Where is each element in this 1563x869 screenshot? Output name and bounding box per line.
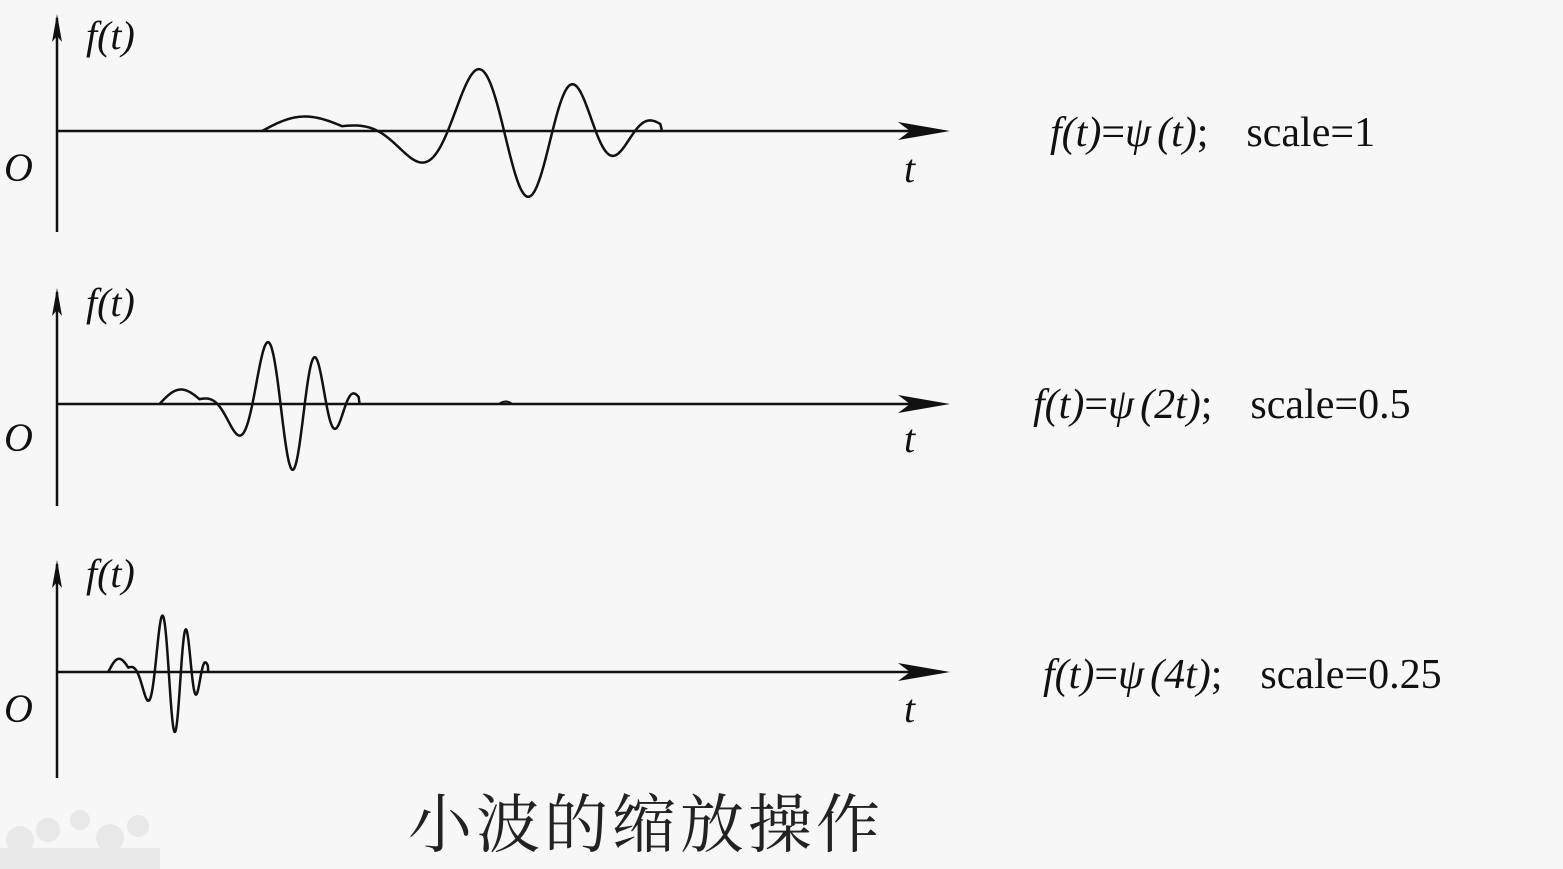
- y-axis-label: f(t): [86, 551, 135, 596]
- formula: [1050, 110, 1375, 156]
- wavelet-curve: [160, 342, 360, 470]
- origin-label: O: [4, 686, 33, 731]
- formula-psi: ψ: [1108, 382, 1135, 428]
- panel-3: [4, 551, 1442, 778]
- x-axis-label: t: [904, 686, 916, 731]
- formula: [1033, 382, 1411, 428]
- formula-equals: =: [1094, 652, 1118, 698]
- panel-1: [4, 13, 1375, 232]
- scale-value: 0.5: [1358, 382, 1411, 428]
- watermark-graphic: [0, 790, 160, 869]
- scale-equals: =: [1330, 110, 1355, 156]
- formula-psi: ψ: [1125, 110, 1152, 156]
- formula-psi: ψ: [1118, 652, 1145, 698]
- formula-lhs: f(t): [1033, 382, 1085, 428]
- formula-separator: ;: [1200, 382, 1213, 428]
- scale-label: scale: [1246, 110, 1331, 156]
- formula: [1043, 652, 1442, 698]
- formula-lhs: f(t): [1050, 110, 1102, 156]
- wavelet-curve: [108, 616, 208, 732]
- formula-separator: ;: [1210, 652, 1223, 698]
- scale-label: scale: [1260, 652, 1345, 698]
- scale-value: 0.25: [1368, 652, 1442, 698]
- formula-equals: =: [1084, 382, 1108, 428]
- figure-caption: 小波的缩放操作: [408, 789, 884, 863]
- panel-2: [4, 280, 1411, 506]
- formula-separator: ;: [1196, 110, 1209, 156]
- origin-label: O: [4, 145, 33, 190]
- y-axis-label: f(t): [86, 280, 135, 325]
- wavelet-curve: [262, 69, 662, 197]
- x-axis-label: t: [904, 416, 916, 461]
- x-axis-label: t: [904, 146, 916, 191]
- formula-lhs: f(t): [1043, 652, 1095, 698]
- scale-label: scale: [1250, 382, 1335, 428]
- formula-argument: (2t): [1140, 382, 1201, 428]
- scale-equals: =: [1334, 382, 1359, 428]
- scale-equals: =: [1344, 652, 1369, 698]
- formula-argument: (t): [1157, 110, 1197, 156]
- origin-label: O: [4, 415, 33, 460]
- formula-argument: (4t): [1150, 652, 1211, 698]
- formula-equals: =: [1101, 110, 1125, 156]
- scale-value: 1: [1354, 110, 1376, 156]
- y-axis-label: f(t): [86, 13, 135, 58]
